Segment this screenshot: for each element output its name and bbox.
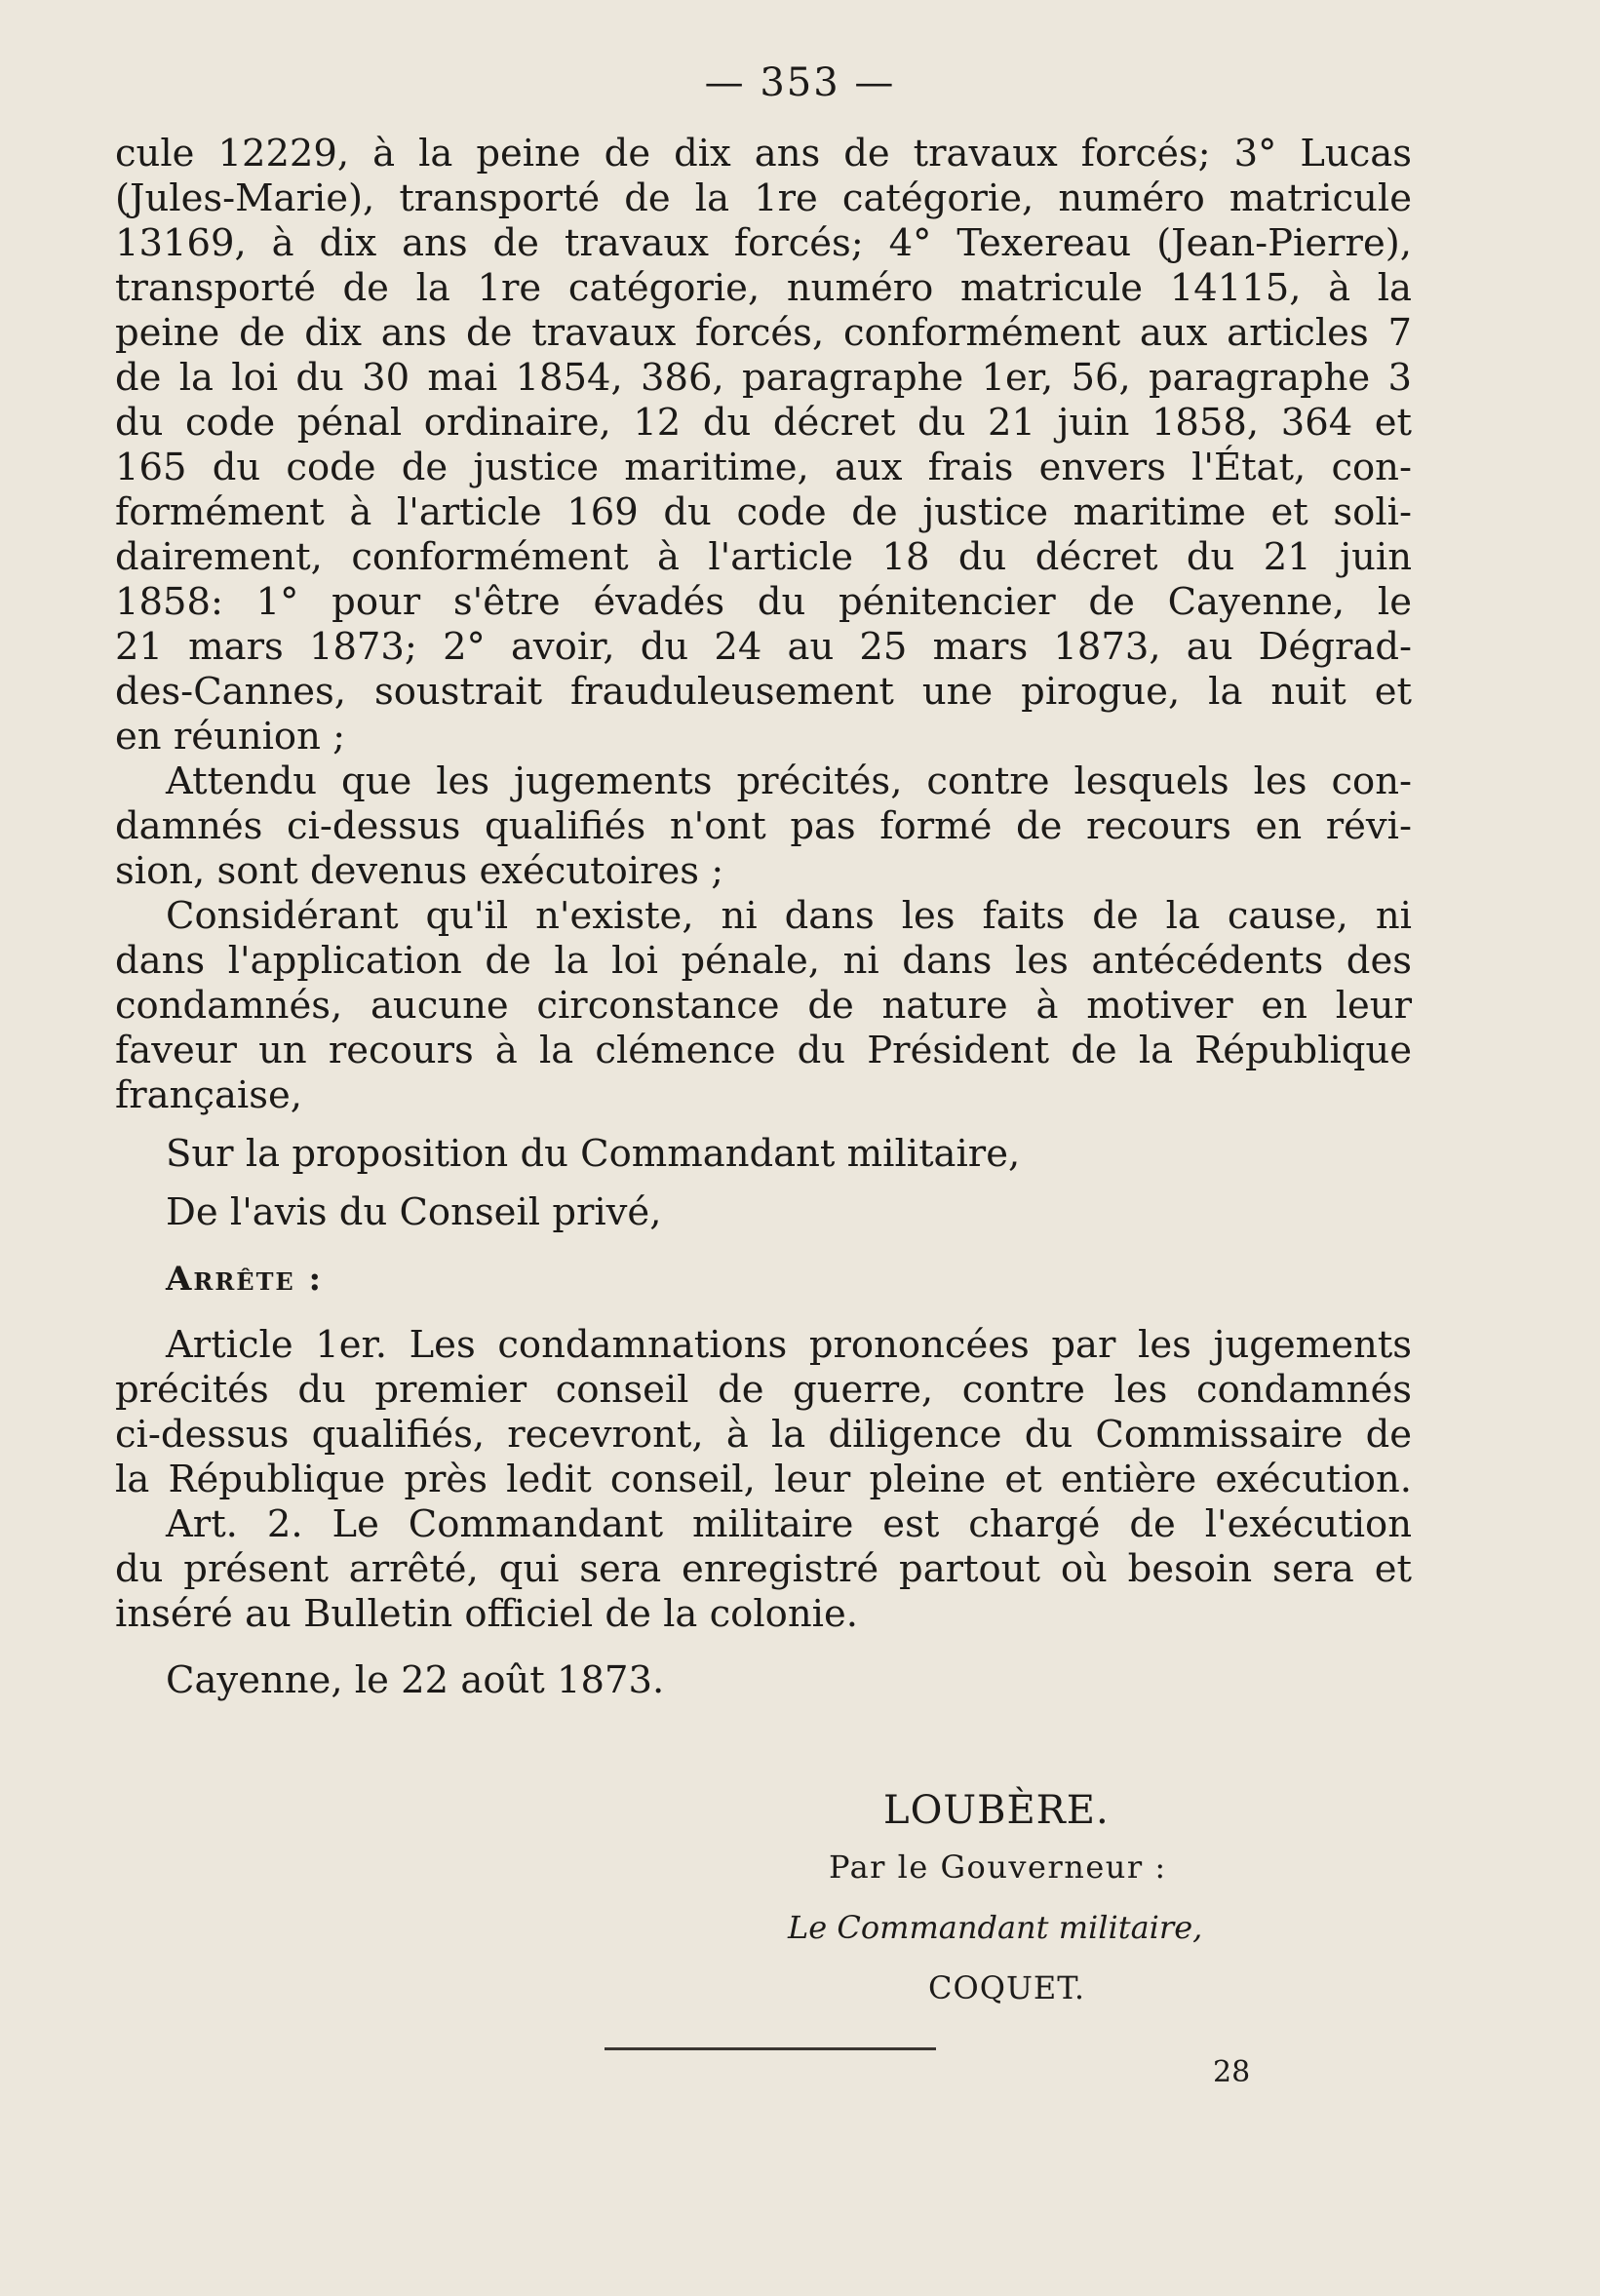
text-line-22: française, (115, 1073, 303, 1117)
signature-par: Par le Gouverneur : (829, 1848, 1167, 1886)
text-line-14: en réunion ; (115, 715, 346, 759)
footer-rule (605, 2047, 936, 2050)
text-line-19: dans l'application de la loi pénale, ni dans les antécédents des (115, 939, 1412, 983)
text-line-32: inséré au Bulletin officiel de la colonie. (115, 1592, 858, 1636)
text-line-15: Attendu que les jugements précités, contre lesquels les con- (166, 759, 1412, 803)
text-line-4: transporté de la 1re catégorie, numéro matricule 14115, à la (115, 266, 1412, 310)
text-line-16: damnés ci-dessus qualifiés n'ont pas formé de recours en révi- (115, 804, 1412, 848)
text-line-28: ci-dessus qualifiés, recevront, à la diligence du Commissaire de (115, 1413, 1412, 1457)
text-line-3: 13169, à dix ans de travaux forcés; 4° Texereau (Jean-Pierre), (115, 221, 1412, 265)
text-line-23: Sur la proposition du Commandant militaire, (166, 1132, 1021, 1176)
text-line-5: peine de dix ans de travaux forcés, conformément aux articles 7 (115, 311, 1412, 355)
text-line-30: Art. 2. Le Commandant militaire est chargé de l'exécution (166, 1502, 1412, 1546)
text-line-10: dairement, conformément à l'article 18 du décret du 21 juin (115, 535, 1412, 579)
text-line-7: du code pénal ordinaire, 12 du décret du 21 juin 1858, 364 et (115, 401, 1412, 445)
body-text (115, 132, 1412, 1703)
signature-name: LOUBÈRE. (883, 1788, 1110, 1833)
sheet-number: 28 (1213, 2055, 1251, 2089)
text-line-24: De l'avis du Conseil privé, (166, 1190, 662, 1234)
date-line: Cayenne, le 22 août 1873. (166, 1658, 665, 1702)
page-number: — 353 — (704, 60, 896, 105)
text-line-13: des-Cannes, soustrait frauduleusement une pirogue, la nuit et (115, 670, 1412, 714)
text-line-18: Considérant qu'il n'existe, ni dans les faits de la cause, ni (166, 894, 1412, 938)
signature-title: Le Commandant militaire, (788, 1909, 1203, 1946)
arrete-heading: Arrête : (166, 1260, 324, 1299)
text-line-8: 165 du code de justice maritime, aux frais envers l'État, con- (115, 446, 1412, 489)
text-line-2: (Jules-Marie), transporté de la 1re catégorie, numéro matricule (115, 176, 1412, 220)
text-line-1: cule 12229, à la peine de dix ans de travaux forcés; 3° Lucas (115, 132, 1412, 175)
text-line-20: condamnés, aucune circonstance de nature à motiver en leur (115, 984, 1412, 1028)
text-line-29: la République près ledit conseil, leur pleine et entière exécution. (115, 1458, 1412, 1501)
text-line-21: faveur un recours à la clémence du Président de la République (115, 1029, 1412, 1072)
text-line-27: précités du premier conseil de guerre, contre les condamnés (115, 1368, 1412, 1412)
text-line-12: 21 mars 1873; 2° avoir, du 24 au 25 mars 1873, au Dégrad- (115, 625, 1412, 669)
text-line-11: 1858: 1° pour s'être évadés du pénitencier de Cayenne, le (115, 580, 1412, 624)
text-line-26: Article 1er. Les condamnations prononcées par les jugements (166, 1323, 1412, 1367)
text-line-31: du présent arrêté, qui sera enregistré partout où besoin sera et (115, 1547, 1412, 1591)
text-line-17: sion, sont devenus exécutoires ; (115, 849, 724, 893)
signature-countersign: COQUET. (928, 1969, 1086, 2006)
text-line-6: de la loi du 30 mai 1854, 386, paragraphe 1er, 56, paragraphe 3 (115, 356, 1412, 400)
text-line-9: formément à l'article 169 du code de justice maritime et soli- (115, 490, 1412, 534)
